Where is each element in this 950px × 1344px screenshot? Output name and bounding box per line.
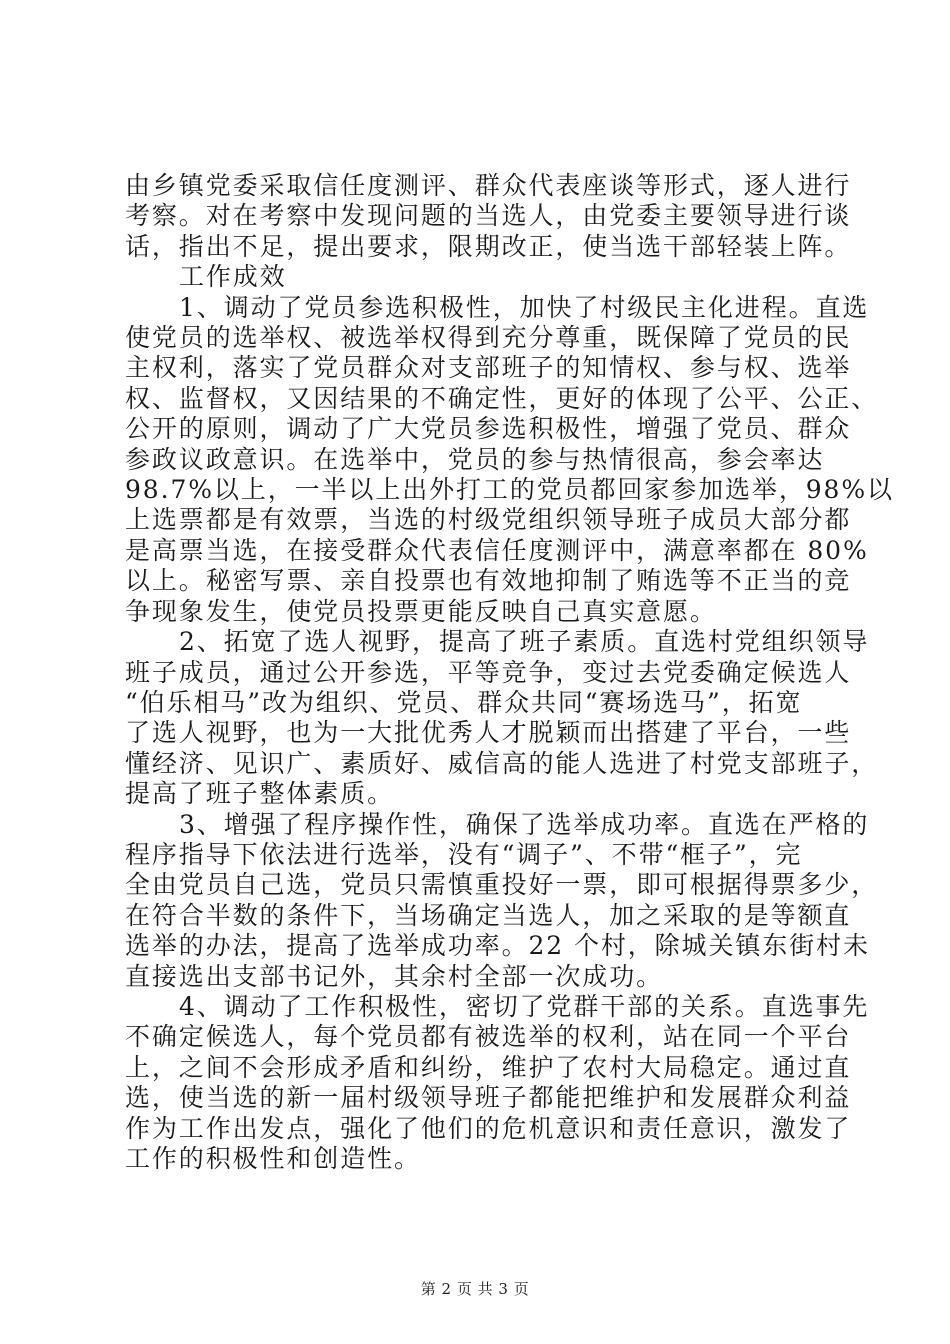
body-line: 参政议政意识。在选举中，党员的参与热情很高，参会率达 (125, 444, 825, 474)
body-line: 权、监督权，又因结果的不确定性，更好的体现了公平、公正、 (125, 383, 879, 413)
body-line: 不确定候选人，每个党员都有被选举的权利，站在同一个平台 (125, 1022, 852, 1052)
body-line: 使党员的选举权、被选举权得到充分尊重，既保障了党员的民 (125, 323, 852, 353)
document-body (125, 171, 894, 1174)
body-line: 班子成员，通过公开参选，平等竞争，变过去党委确定候选人 (125, 657, 852, 687)
body-line: 以上。秘密写票、亲自投票也有效地抑制了贿选等不正当的竞 (125, 566, 852, 596)
body-line: 上选票都是有效票，当选的村级党组织领导班子成员大部分都 (125, 505, 852, 535)
paragraph-3-start: 3、增强了程序操作性，确保了选举成功率。直选在严格的 (179, 809, 870, 839)
body-line: 工作的积极性和创造性。 (125, 1144, 421, 1173)
body-line: 直接选出支部书记外，其余村全部一次成功。 (125, 961, 664, 991)
body-line: 全由党员自己选，党员只需慎重投好一票，即可根据得票多少， (125, 870, 879, 900)
paragraph-2-start: 2、拓宽了选人视野，提高了班子素质。直选村党组织领导 (179, 627, 870, 657)
body-line: 主权利，落实了党员群众对支部班子的知情权、参与权、选举 (125, 353, 852, 383)
body-line: “伯乐相马”改为组织、党员、群众共同“赛场选马”，拓宽 (125, 687, 803, 717)
body-line: 98.7%以上，一半以上出外打工的党员都回家参加选举，98%以 (125, 475, 894, 505)
body-line: 提高了班子整体素质。 (125, 779, 395, 809)
page-number-footer: 第 2 页 共 3 页 (420, 1280, 530, 1298)
body-line: 是高票当选，在接受群众代表信任度测评中，满意率都在 80% (125, 535, 869, 565)
body-line: 选举的办法，提高了选举成功率。22 个村，除城关镇东街村未 (125, 931, 870, 961)
body-line: 话，指出不足，提出要求，限期改正，使当选干部轻装上阵。 (125, 231, 852, 261)
body-line: 选，使当选的新一届村级领导班子都能把维护和发展群众利益 (125, 1083, 852, 1113)
body-line: 公开的原则，调动了广大党员参选积极性，增强了党员、群众 (125, 414, 852, 444)
body-line: 了选人视野，也为一大批优秀人才脱颖而出搭建了平台，一些 (125, 718, 852, 748)
body-line: 由乡镇党委采取信任度测评、群众代表座谈等形式，逐人进行 (125, 171, 852, 200)
body-line: 考察。对在考察中发现问题的当选人，由党委主要领导进行谈 (125, 201, 852, 231)
section-heading: 工作成效 (179, 262, 287, 292)
body-line: 在符合半数的条件下，当场确定当选人，加之采取的是等额直 (125, 900, 852, 930)
body-line: 上，之间不会形成矛盾和纠纷，维护了农村大局稳定。通过直 (125, 1052, 852, 1082)
body-line: 懂经济、见识广、素质好、威信高的能人选进了村党支部班子， (125, 748, 879, 778)
body-line: 争现象发生，使党员投票更能反映自己真实意愿。 (125, 596, 717, 626)
body-line: 作为工作出发点，强化了他们的危机意识和责任意识，激发了 (125, 1113, 852, 1143)
paragraph-4-start: 4、调动了工作积极性，密切了党群干部的关系。直选事先 (179, 991, 870, 1021)
body-line: 程序指导下依法进行选举，没有“调子”、不带“框子”，完 (125, 839, 803, 869)
paragraph-1-start: 1、调动了党员参选积极性，加快了村级民主化进程。直选 (179, 292, 870, 322)
